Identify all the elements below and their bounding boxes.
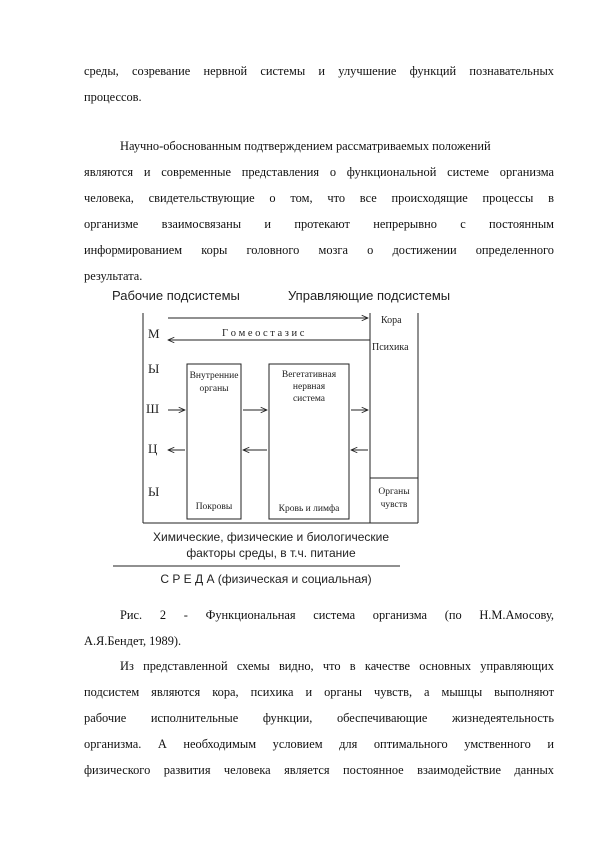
text-line: подсистем являются кора, психика и органы чувств, а мышцы выполняют bbox=[84, 685, 554, 699]
internal-organs-label: Внутренние bbox=[189, 371, 239, 381]
text-line: процессов. bbox=[84, 90, 142, 104]
muscle-letter: Ш bbox=[146, 401, 160, 416]
caption-line: Рис. 2 - Функциональная система организма (по Н.М.Амосову, bbox=[120, 608, 554, 622]
text-line: организме взаимосвязаны и протекают непрерывно с постоянным bbox=[84, 217, 554, 231]
text-line: Из представленной схемы видно, что в качестве основных управляющих bbox=[120, 659, 554, 673]
muscle-letter: М bbox=[148, 326, 160, 341]
factors-label: Химические, физические и биологические bbox=[152, 530, 390, 544]
muscle-letter: Ы bbox=[148, 361, 160, 376]
text-line: физического развития человека является постоянное взаимодействие данных bbox=[84, 763, 554, 777]
text-line: информированием коры головного мозга о достижении определенного bbox=[84, 243, 554, 257]
text-line: являются и современные представления о функциональной системе организма bbox=[84, 165, 554, 179]
figure-caption bbox=[84, 602, 554, 654]
internal-organs-label: органы bbox=[199, 384, 229, 394]
paragraph-3 bbox=[84, 653, 554, 783]
sense-organs-label: Органы bbox=[378, 487, 410, 497]
covers-label: Покровы bbox=[195, 502, 233, 512]
autonomic-label: нервная bbox=[292, 382, 326, 392]
psyche-label: Психика bbox=[372, 342, 409, 353]
working-subsystems-label: Рабочие подсистемы bbox=[112, 288, 240, 303]
text-line: среды, созревание нервной системы и улучшение функций познавательных bbox=[84, 64, 554, 78]
internal-organs-box bbox=[187, 364, 241, 519]
factors-label: факторы среды, в т.ч. питание bbox=[186, 546, 356, 560]
paragraph-1 bbox=[84, 58, 554, 110]
muscle-letter: Ы bbox=[148, 484, 160, 499]
text-line: результата. bbox=[84, 269, 143, 283]
autonomic-label: Вегетативная bbox=[281, 370, 337, 380]
text-line: рабочие исполнительные функции, обеспечивающие жизнедеятельность bbox=[84, 711, 554, 725]
control-subsystems-label: Управляющие подсистемы bbox=[288, 288, 451, 303]
text-line: человека, свидетельствующие о том, что все происходящие процессы в bbox=[84, 191, 554, 205]
text-line: Научно-обоснованным подтверждением рассматриваемых положений bbox=[120, 139, 491, 153]
cortex-label: Кора bbox=[381, 315, 402, 326]
caption-line: А.Я.Бендет, 1989). bbox=[84, 634, 182, 648]
paragraph-2 bbox=[84, 133, 554, 289]
sense-organs-label: чувств bbox=[380, 500, 408, 510]
autonomic-system-box bbox=[269, 364, 349, 519]
environment-label: С Р Е Д А (физическая и социальная) bbox=[160, 572, 372, 586]
blood-lymph-label: Кровь и лимфа bbox=[278, 504, 340, 514]
homeostasis-label: Г о м е о с т а з и с bbox=[222, 328, 305, 339]
autonomic-label: система bbox=[292, 394, 326, 404]
muscle-letter: Ц bbox=[148, 441, 158, 456]
text-line: организма. А необходимым условием для оптимального умственного и bbox=[84, 737, 554, 751]
